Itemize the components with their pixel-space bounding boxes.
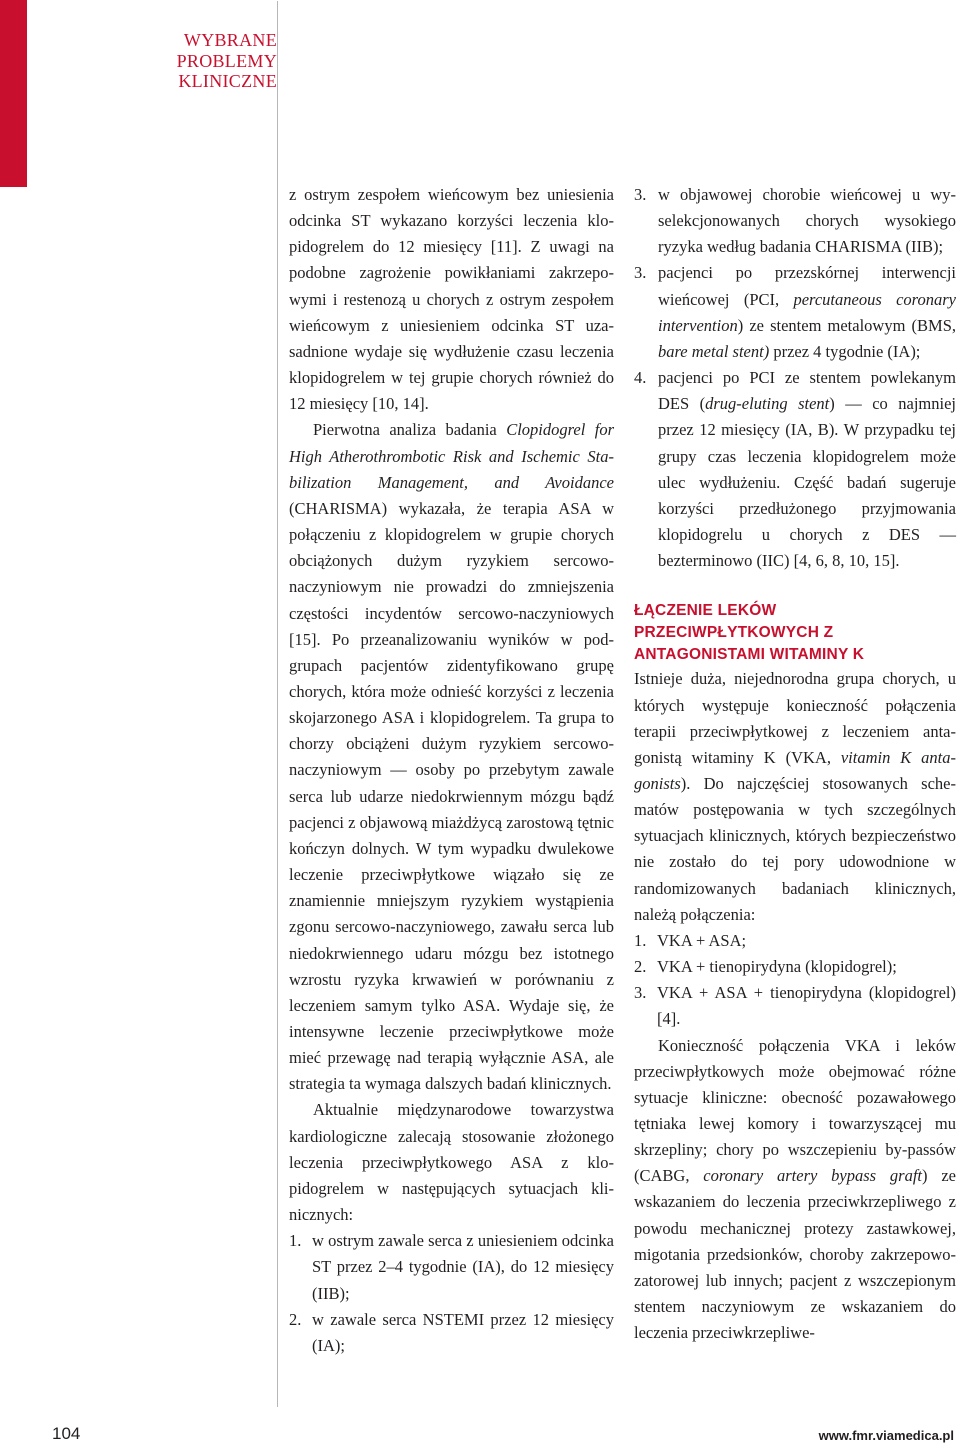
list-number: 1. <box>289 1231 302 1251</box>
list-item <box>289 1307 614 1359</box>
list-text: w zawale serca NSTEMI przez 12 miesięcy (IA); <box>312 1309 614 1355</box>
text-run: Konieczność połączenia VKA i leków przeciwpłytkowych może obejmować różne sytuacje kliniczne: obecność pozawałowego tętniaka lewej komory i towarzyszącej mu skrzepliny; chory po wszczepieniu by-passów (CABG, <box>634 1035 956 1186</box>
term-italic: bare metal stent) <box>658 341 770 361</box>
right-paragraph-2 <box>634 1033 956 1347</box>
term-italic: vitamin K antagonists <box>634 747 956 793</box>
term-italic: percutaneous coronary intervention <box>658 289 956 335</box>
list-item <box>289 1228 614 1306</box>
list-text: ) — co najmniej przez 12 miesięcy (IA, B). W przypadku tej grupy czas leczenia klopidogrelem może ulec wydłużeniu. Część badań sugeruje korzyści przedłużonego przyjmowania klopidogrelu u chorych z DES — bezterminowo (IIC) [4, 6, 8, 10, 15]. <box>658 394 956 571</box>
column-divider <box>277 1 278 1407</box>
left-paragraph-3: Aktualnie międzynarodowe towarzystwa kardiologiczne zalecają stosowanie złożonego leczenia przeciwpłytkowego ASA z klopidogrelem w następujących sytuacjach klinicznych: <box>289 1100 614 1225</box>
study-name: Clopidogrel for High Atherothrombotic Risk and Ischemic Stabilization Management, and Avoidance <box>289 420 615 492</box>
list-text: VKA + ASA + tienopirydyna (klopidogrel) [4]. <box>657 983 956 1029</box>
left-paragraph-1: z ostrym zespołem wieńcowym bez uniesienia odcinka ST wykazano korzyści leczenia klopidogrelem do 12 miesięcy [11]. Z uwagi na podobne zagrożenie powikłaniami zakrzepowymi i restenozą u chorych z ostrym zespołem wieńcowym z uniesieniem odcinka ST uzasadnione wydaje się wydłużenie czasu leczenia klopidogrelem w tej grupie chorych również do 12 miesięcy [10, 14]. <box>289 185 614 414</box>
right-column <box>634 182 956 1346</box>
list-text: pacjenci po przezskórnej interwencji wieńcowej (PCI, <box>658 263 956 309</box>
page-number: 104 <box>52 1424 81 1443</box>
list-number: 2. <box>289 1309 302 1329</box>
list-item <box>634 980 956 1032</box>
text-run: ). Do najczęściej stosowanych schematów postępowania w tych szczególnych sytuacjach klinicznych, których bezpieczeństwo nie zostało do tej pory udowodnione w randomizowanych badaniach klinicznych, należą połączenia: <box>634 773 956 924</box>
list-text: VKA + ASA; <box>657 930 747 950</box>
left-paragraph-2 <box>289 417 614 1097</box>
list-number: 3. <box>634 263 647 283</box>
text-run: ) ze wskazaniem do leczenia przeciwkrzepliwego z powodu mechanicznej protezy zastawkowej, migotania przedsionków, choroby zakrzepowo-zatorowej lub innych; pacjent z wszczepionym stentem naczyniowym ze wskazaniem do leczenia przeciwkrzepliwe- <box>634 1166 956 1343</box>
term-italic: coronary artery bypass graft <box>703 1166 922 1186</box>
list-text: w objawowej chorobie wieńcowej u wyselekcjonowanych chorych wysokiego ryzyka według badania CHARISMA (IIB); <box>658 185 956 257</box>
list-item <box>634 260 956 365</box>
list-number: 3. <box>634 983 647 1003</box>
right-paragraph-1 <box>634 666 956 928</box>
text-run: Pierwotna analiza badania <box>313 420 507 440</box>
text-run: (CHARISMA) wykazała, że terapia ASA w połączeniu z klopidogrelem w grupie chorych obciążonych dużym ryzykiem sercowonaczyniowym nie prowadzi do zmniejszenia częstości incydentów sercowo-naczyniowych [15]. Po przeanalizowaniu wyników w podgrupach pacjentów zidentyfikowano grupę chorych, która może odnieść korzyści z leczenia skojarzonego ASA i klopidogrelem. Ta grupa to chorzy obciążeni dużym ryzykiem sercowo-naczyniowym — osoby po przebytym zawale serca lub udarze niedokrwiennym mózgu bądź pacjenci z objawową miażdżycą zarostową tętnic kończyn dolnych. W tym wypadku dwulekowe leczenie przeciwpłytkowe wiązało się ze znamiennie mniejszym ryzykiem wystąpienia zgonu sercowo-naczyniowego, zawału serca lub niedokrwiennego udaru mózgu bez istotnego wzrostu ryzyka krwawień w porównaniu z leczeniem samym tylko ASA. Wydaje się, że intensywne leczenie przeciwpłytkowe może mieć przewagę nad terapią wyłącznie ASA, ale strategia ta wymaga dalszych badań klinicznych. <box>289 498 614 1094</box>
list-item <box>634 182 956 260</box>
right-list-bottom <box>634 928 956 1033</box>
list-number: 1. <box>634 930 647 950</box>
list-number: 2. <box>634 957 647 977</box>
list-number: 3. <box>634 185 647 204</box>
list-item <box>634 365 956 574</box>
list-text: VKA + tienopirydyna (klopidogrel); <box>657 957 897 977</box>
section-label: WYBRANE PROBLEMY KLINICZNE <box>176 30 277 91</box>
left-list <box>289 1228 614 1359</box>
section-heading: ŁĄCZENIE LEKÓW PRZECIWPŁYTKOWYCH Z ANTAGONISTAMI WITAMINY K <box>634 602 865 664</box>
list-number: 4. <box>634 368 647 388</box>
journal-url[interactable]: www.fmr.viamedica.pl <box>818 1428 954 1443</box>
left-column <box>289 182 614 1359</box>
list-text: pacjenci po PCI ze stentem powlekanym DES ( <box>658 368 956 414</box>
list-text: ) ze stentem metalowym (BMS, <box>737 315 956 335</box>
list-text: przez 4 tygodnie (IA); <box>769 341 921 361</box>
section-color-bar <box>0 0 27 187</box>
right-list-top <box>634 182 956 574</box>
text-run: Istnieje duża, niejednorodna grupa chorych, u których występuje konieczność połączenia terapii przeciwpłytkowej z leczeniem antagonistą witaminy K (VKA, <box>634 669 956 767</box>
list-text: w ostrym zawale serca z uniesieniem odcinka ST przez 2–4 tygodnie (IA), do 12 miesięcy (IIB); <box>312 1231 614 1303</box>
term-italic: drug-eluting stent <box>705 394 830 414</box>
list-item <box>634 954 956 980</box>
list-item <box>634 928 956 954</box>
